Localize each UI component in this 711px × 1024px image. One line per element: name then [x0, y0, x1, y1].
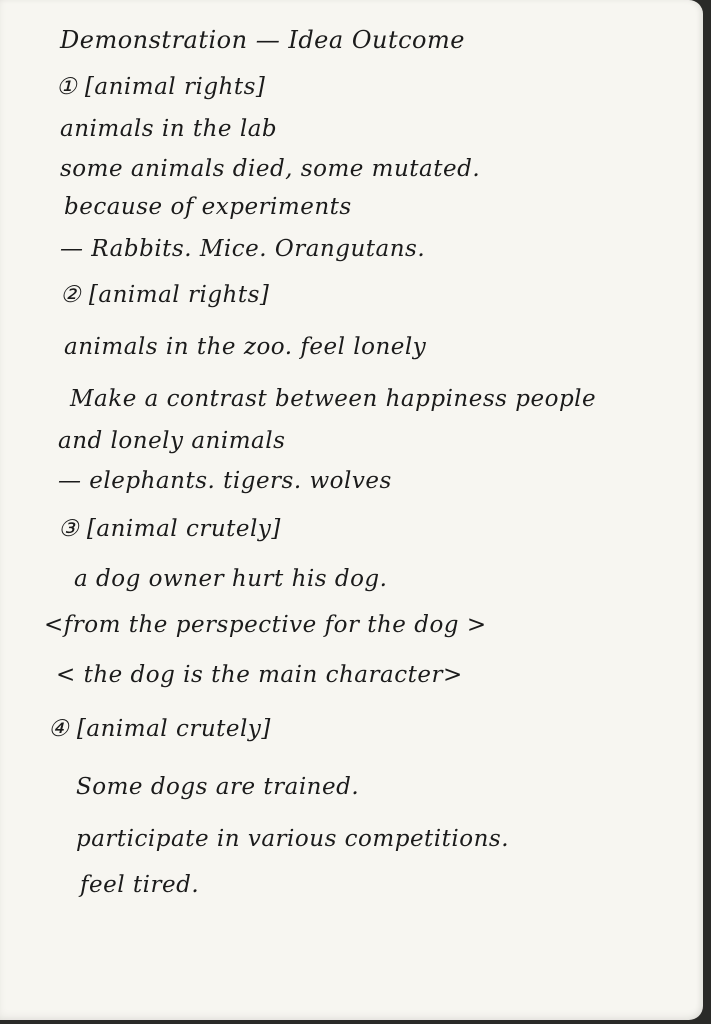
note-line: Some dogs are trained.: [76, 774, 360, 800]
note-line: — Rabbits. Mice. Orangutans.: [60, 236, 426, 262]
notes-title: Demonstration — Idea Outcome: [60, 26, 465, 54]
note-line: feel tired.: [80, 872, 200, 898]
note-line: <from the perspective for the dog >: [44, 612, 487, 638]
note-line: Make a contrast between happiness people: [70, 386, 597, 412]
note-line: animals in the zoo. feel lonely: [64, 334, 427, 360]
note-line: — elephants. tigers. wolves: [58, 468, 392, 494]
section-2-heading: ② [animal rights]: [60, 282, 270, 308]
section-3-heading: ③ [animal crutely]: [58, 516, 281, 542]
note-line: animals in the lab: [60, 116, 278, 142]
note-line: and lonely animals: [58, 428, 286, 454]
note-line: < the dog is the main character>: [56, 662, 463, 688]
note-line: participate in various competitions.: [76, 826, 510, 852]
section-1-heading: ① [animal rights]: [56, 74, 266, 100]
note-line: some animals died, some mutated.: [60, 156, 481, 182]
section-4-heading: ④ [animal crutely]: [48, 716, 271, 742]
note-line: a dog owner hurt his dog.: [74, 566, 388, 592]
note-line: because of experiments: [64, 194, 352, 220]
